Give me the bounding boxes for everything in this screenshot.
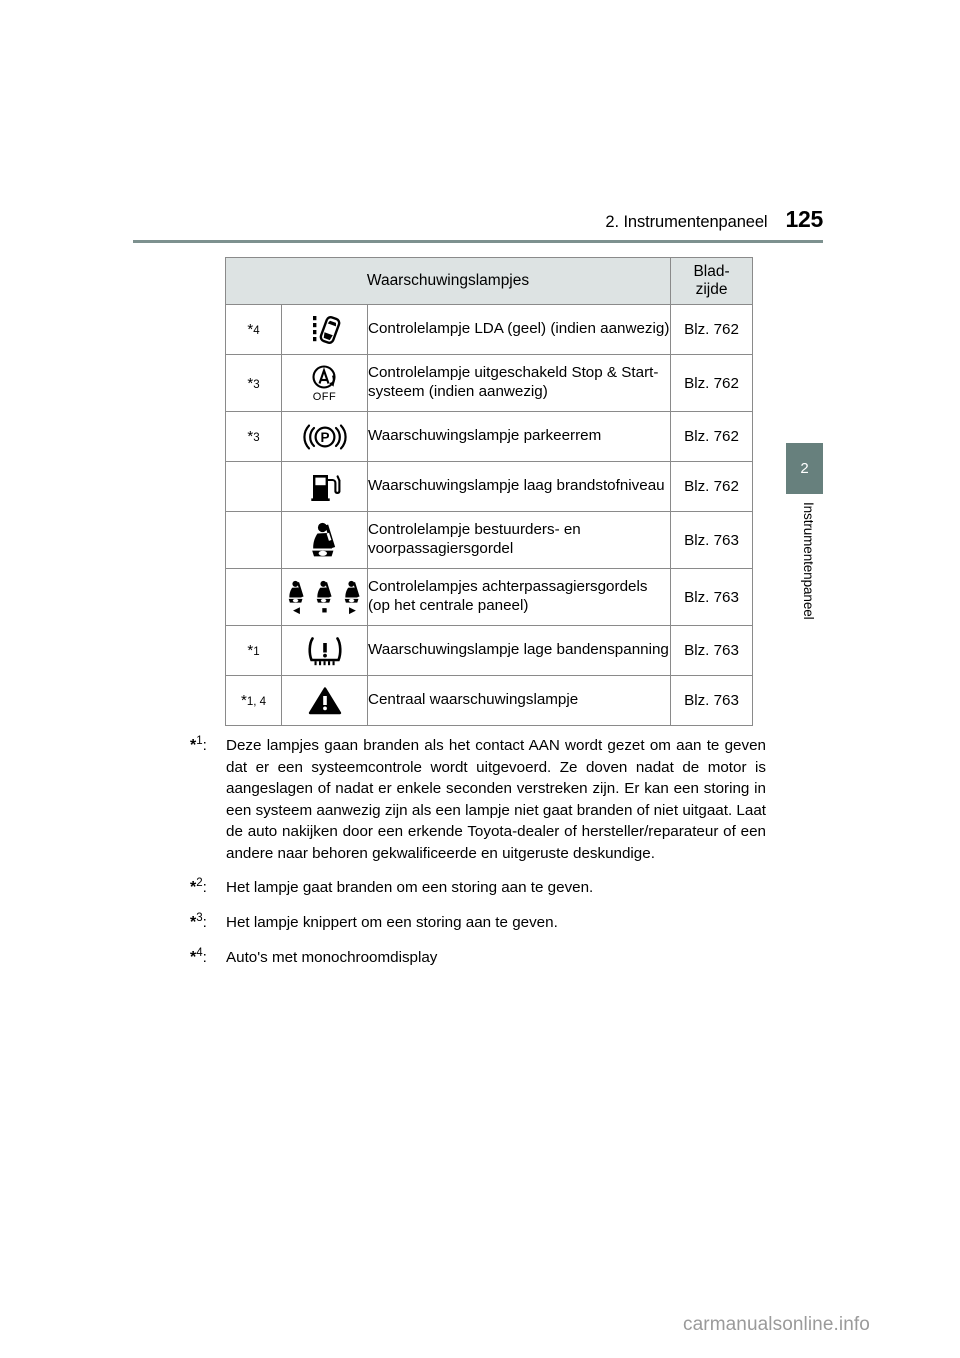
- row-description: Controlelampjes achterpassagiersgordels (op het centrale paneel): [368, 569, 671, 626]
- footnote-3-text: Het lampje knippert om een storing aan te geven.: [226, 914, 558, 932]
- row-page-ref: Blz. 763: [671, 569, 753, 626]
- row-page-ref: Blz. 762: [671, 355, 753, 412]
- row-page-ref: Blz. 763: [671, 512, 753, 569]
- footnote-1-marker: *$^1$:: [190, 735, 207, 755]
- table-header-row: [226, 258, 753, 305]
- row-icon-cell: [282, 462, 368, 512]
- row-page-ref: Blz. 762: [671, 305, 753, 355]
- row-page-ref: Blz. 763: [671, 626, 753, 676]
- front-seatbelt-reminder-icon: [282, 521, 367, 559]
- rear-seatbelt-reminder-icons: [282, 579, 367, 615]
- table-header-page-line1: Blad-: [693, 263, 730, 281]
- footnote-1-text: Deze lampjes gaan branden als het contact AAN wordt gezet om aan te geven dat er een systeemcontrole wordt uitgevoerd. Ze doven nadat de motor is aangeslagen of nadat er enkele seconden verstreken zijn. Er kan een storing in een systeem aanwezig zijn als een lampje niet gaat branden of niet uitgaat. Laat de auto nakijken door een erkende Toyota-dealer of hersteller/reparateur of een andere naar behoren gekwalificeerde en uitgeruste deskundige.: [226, 737, 766, 862]
- row-footnote-ref: *1: [226, 626, 282, 676]
- side-tab-chapter-number: 2: [786, 443, 823, 494]
- table-row: [226, 305, 753, 355]
- row-icon-cell: [282, 512, 368, 569]
- low-fuel-level-icon: [282, 470, 367, 504]
- footnote-4-text: Auto's met monochroomdisplay: [226, 948, 438, 966]
- table-row: [226, 412, 753, 462]
- table-row: [226, 355, 753, 412]
- row-description: Waarschuwingslampje lage bandenspanning: [368, 626, 671, 676]
- row-description: Waarschuwingslampje parkeerrem: [368, 412, 671, 462]
- row-footnote-ref: *3: [226, 355, 282, 412]
- table-row: [226, 626, 753, 676]
- row-footnote-ref: *1, 4: [226, 676, 282, 726]
- table-header-warning-lamps: Waarschuwingslampjes: [226, 258, 671, 305]
- row-page-ref: Blz. 762: [671, 412, 753, 462]
- stop-start-system-off-icon: [282, 363, 367, 403]
- row-description: Controlelampje bestuurders- en voorpassagiersgordel: [368, 512, 671, 569]
- row-page-ref: Blz. 763: [671, 676, 753, 726]
- header-rule: [133, 240, 823, 243]
- row-icon-cell: [282, 355, 368, 412]
- table-row: [226, 512, 753, 569]
- rear-seatbelt-center-marker: ■: [321, 605, 328, 615]
- footnote-3: [190, 912, 766, 934]
- table-row: [226, 676, 753, 726]
- row-footnote-ref: *3: [226, 412, 282, 462]
- rear-seatbelt-right-marker: ▶: [349, 605, 356, 615]
- rear-seatbelt-right: [342, 579, 364, 615]
- rear-seatbelt-left: [286, 579, 308, 615]
- footnote-3-marker: *$^3$:: [190, 912, 207, 932]
- stop-start-off-label: OFF: [312, 391, 337, 403]
- lane-departure-alert-icon: [282, 312, 367, 348]
- svg-text:P: P: [319, 429, 330, 445]
- chapter-title: 2. Instrumentenpaneel: [605, 213, 768, 231]
- table-header-page-line2: zijde: [695, 281, 728, 298]
- row-page-ref: Blz. 762: [671, 462, 753, 512]
- page-number: 125: [785, 206, 823, 232]
- row-footnote-ref: [226, 512, 282, 569]
- table-row: [226, 462, 753, 512]
- row-icon-cell: [282, 305, 368, 355]
- side-tab-chapter-label: Instrumentenpaneel: [801, 502, 816, 620]
- low-tire-pressure-icon: [282, 634, 367, 668]
- row-footnote-ref: *4: [226, 305, 282, 355]
- footnote-2-text: Het lampje gaat branden om een storing aan te geven.: [226, 879, 594, 897]
- footnote-2: [190, 877, 766, 899]
- row-icon-cell: [282, 626, 368, 676]
- table-row: [226, 569, 753, 626]
- rear-seatbelt-center: [314, 579, 336, 615]
- footnote-1: [190, 735, 766, 864]
- footnote-2-marker: *$^2$:: [190, 877, 207, 897]
- row-icon-cell: [282, 569, 368, 626]
- footnote-4: [190, 947, 766, 969]
- rear-seatbelt-left-marker: ◀: [293, 605, 300, 615]
- row-description: Waarschuwingslampje laag brandstofniveau: [368, 462, 671, 512]
- row-description: Controlelampje uitgeschakeld Stop & Start-systeem (indien aanwezig): [368, 355, 671, 412]
- row-description: Centraal waarschuwingslampje: [368, 676, 671, 726]
- table-header-page: [671, 258, 753, 305]
- page-header: [133, 206, 823, 233]
- row-footnote-ref: [226, 462, 282, 512]
- row-footnote-ref: [226, 569, 282, 626]
- site-watermark: carmanualsonline.info: [683, 1314, 870, 1335]
- master-warning-icon: [282, 685, 367, 717]
- warning-lamps-table: [225, 257, 753, 726]
- row-icon-cell: [282, 412, 368, 462]
- parking-brake-icon: [282, 421, 367, 453]
- footnotes-block: [190, 735, 766, 981]
- row-description: Controlelampje LDA (geel) (indien aanwezig): [368, 305, 671, 355]
- footnote-4-marker: *$^4$:: [190, 946, 207, 966]
- row-icon-cell: [282, 676, 368, 726]
